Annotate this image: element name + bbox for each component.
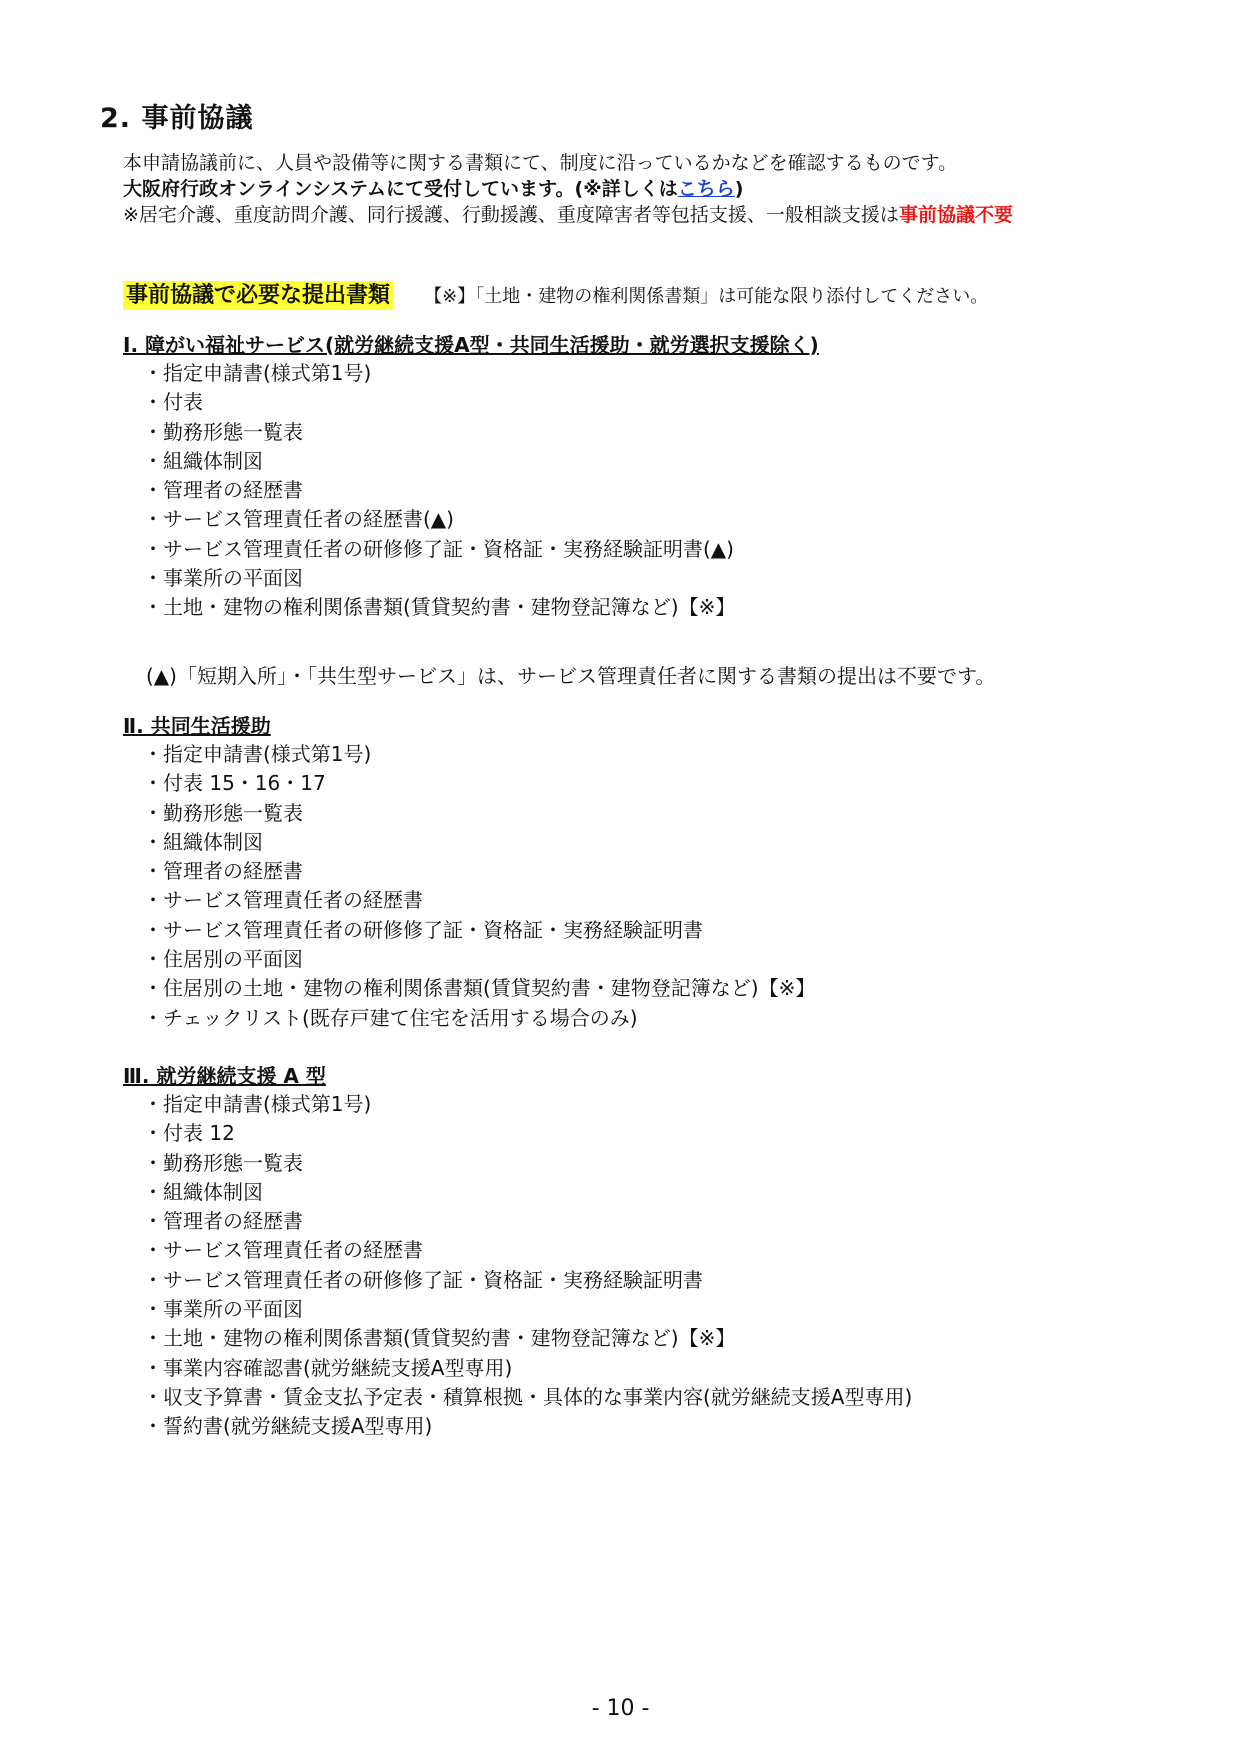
intro-line-3	[123, 202, 1013, 228]
document-list	[123, 1090, 912, 1442]
list-item: ・指定申請書(様式第1号)	[143, 1092, 372, 1116]
list-item: ・組織体制図	[143, 448, 263, 473]
list-item: ・サービス管理責任者の研修修了証・資格証・実務経験証明書(▲)	[143, 536, 734, 561]
section-3	[123, 1062, 912, 1442]
footnote: (▲)「短期入所」・「共生型サービス」は、サービス管理責任者に関する書類の提出は不要です。	[146, 664, 996, 688]
list-item: ・住居別の土地・建物の権利関係書類(賃貸契約書・建物登記簿など)【※】	[143, 976, 816, 1001]
page-title: 2. 事前協議	[100, 103, 254, 134]
list-item: ・チェックリスト(既存戸建て住宅を活用する場合のみ)	[143, 1005, 638, 1030]
list-item: ・組織体制図	[143, 1179, 263, 1204]
list-item: ・指定申請書(様式第1号)	[143, 742, 372, 766]
intro-line-2-suffix: )	[734, 178, 744, 200]
document-list	[123, 740, 815, 1033]
list-item: ・管理者の経歴書	[143, 478, 303, 503]
list-item: ・サービス管理責任者の経歴書(▲)	[143, 507, 454, 532]
list-item: ・事業所の平面図	[143, 566, 303, 591]
intro-block	[123, 150, 1013, 228]
docs-note: 【※】「土地・建物の権利関係書類」は可能な限り添付してください。	[424, 286, 989, 307]
list-item: ・付表 15・16・17	[143, 771, 326, 796]
intro-line-2	[123, 176, 1013, 202]
list-item: ・事業内容確認書(就労継続支援A型専用)	[143, 1355, 513, 1380]
section-heading: Ⅲ. 就労継続支援 A 型	[123, 1064, 326, 1088]
intro-line-1: 本申請協議前に、人員や設備等に関する書類にて、制度に沿っているかなどを確認するものです。	[123, 152, 958, 174]
list-item: ・収支予算書・賃金支払予定表・積算根拠・具体的な事業内容(就労継続支援A型専用)	[143, 1384, 913, 1409]
list-item: ・土地・建物の権利関係書類(賃貸契約書・建物登記簿など)【※】	[143, 1326, 736, 1351]
list-item: ・付表 12	[143, 1121, 235, 1146]
list-item: ・住居別の平面図	[143, 947, 303, 972]
list-item: ・サービス管理責任者の経歴書	[143, 1238, 423, 1263]
intro-line-2-prefix: 大阪府行政オンラインシステムにて受付しています。(※詳しくは	[123, 178, 678, 200]
list-item: ・指定申請書(様式第1号)	[143, 361, 372, 385]
page-number: - 10 -	[591, 1696, 650, 1721]
list-item: ・土地・建物の権利関係書類(賃貸契約書・建物登記簿など)【※】	[143, 595, 736, 620]
intro-line-3-prefix: ※居宅介護、重度訪問介護、同行援護、行動援護、重度障害者等包括支援、一般相談支援は	[123, 204, 899, 226]
list-item: ・管理者の経歴書	[143, 859, 303, 884]
list-item: ・サービス管理責任者の経歴書	[143, 888, 423, 913]
list-item: ・勤務形態一覧表	[143, 1150, 303, 1175]
list-item: ・サービス管理責任者の研修修了証・資格証・実務経験証明書	[143, 917, 703, 942]
list-item: ・勤務形態一覧表	[143, 419, 303, 444]
section-heading: Ⅱ. 共同生活援助	[123, 714, 271, 738]
list-item: ・付表	[143, 390, 203, 415]
list-item: ・サービス管理責任者の研修修了証・資格証・実務経験証明書	[143, 1267, 703, 1292]
list-item: ・勤務形態一覧表	[143, 800, 303, 825]
docs-heading: 事前協議で必要な提出書類	[123, 281, 393, 310]
list-item: ・誓約書(就労継続支援A型専用)	[143, 1414, 433, 1439]
section-heading: Ⅰ. 障がい福祉サービス(就労継続支援A型・共同生活援助・就労選択支援除く)	[123, 333, 819, 357]
list-item: ・管理者の経歴書	[143, 1209, 303, 1234]
list-item: ・事業所の平面図	[143, 1297, 303, 1322]
no-consultation-needed: 事前協議不要	[898, 204, 1013, 226]
list-item: ・組織体制図	[143, 829, 263, 854]
section-2	[123, 712, 815, 1033]
docs-heading-row	[123, 278, 988, 309]
document-list	[123, 359, 819, 623]
section-1	[123, 331, 819, 623]
details-link[interactable]: こちら	[677, 178, 735, 200]
